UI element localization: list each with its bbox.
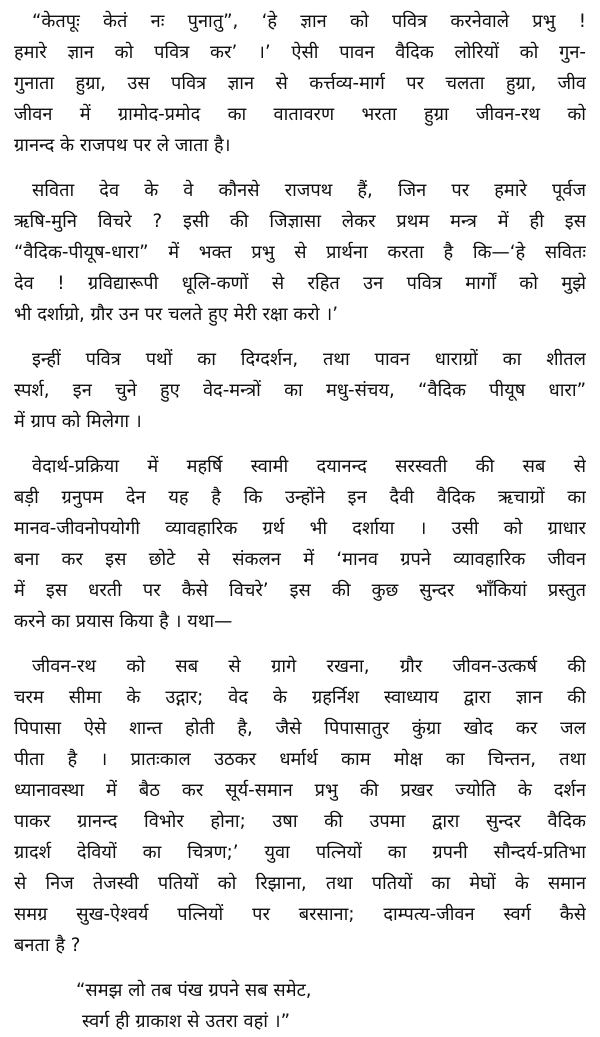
paragraph-4 [14, 451, 586, 637]
text-line: सविता देव के वे कौनसे राजपथ हैं, जिन पर हमारे पूर्वज [32, 180, 586, 201]
text-line: स्पर्श, इन चुने हुए वेद-मन्त्रों का मधु-संचय, “वैदिक पीयूष धारा” [14, 380, 586, 401]
text-line: करने का प्रयास किया है । यथा— [14, 611, 233, 632]
paragraph-5 [14, 651, 586, 961]
paragraph-2 [14, 175, 586, 330]
text-line: ध्यानावस्था में बैठ कर सूर्य-समान प्रभु की प्रखर ज्योति के दर्शन [14, 780, 586, 801]
text-line: पाकर ग्रानन्द विभोर होना; उषा की उपमा द्वारा सुन्दर वैदिक [14, 811, 586, 832]
text-line: समग्र सुख-ऐश्वर्य पत्नियों पर बरसाना; दाम्पत्य-जीवन स्वर्ग कैसे [14, 904, 586, 925]
text-line: चरम सीमा के उद्गार; वेद के ग्रहर्निश स्वाध्याय द्वारा ज्ञान की [14, 687, 586, 708]
text-line: देव ! ग्रविद्यारूपी धूलि-कणों से रहित उन पवित्र मार्गों को मुझे [14, 273, 586, 294]
text-line: बड़ी ग्रनुपम देन यह है कि उन्होंने इन दैवी वैदिक ऋचाग्रों का [14, 487, 586, 508]
text-line: पीता है । प्रातःकाल उठकर धर्मार्थ काम मोक्ष का चिन्तन, तथा [14, 749, 586, 770]
text-line: “केतपूः केतं नः पुनातु”, ‘हे ज्ञान को पवित्र करनेवाले प्रभु ! [32, 11, 586, 32]
text-line: ग्रादर्श देवियों का चित्रण;’ युवा पत्नियों का ग्रपनी सौन्दर्य-प्रतिभा [14, 842, 586, 863]
text-line: वेदार्थ-प्रक्रिया में महर्षि स्वामी दयानन्द सरस्वती की सब से [32, 456, 586, 477]
text-line: मानव-जीवनोपयोगी व्यावहारिक ग्रर्थ भी दर्शाया । उसी को ग्राधार [14, 518, 586, 539]
text-line: भी दर्शाग्रो, ग्रौर उन पर चलते हुए मेरी रक्षा करो ।’ [14, 304, 339, 325]
verse-quote [14, 975, 586, 1037]
text-line: गुनाता हुग्रा, उस पवित्र ज्ञान से कर्त्तव्य-मार्ग पर चलता हुग्रा, जीव [14, 73, 586, 94]
text-line: जीवन-रथ को सब से ग्रागे रखना, ग्रौर जीवन-उत्कर्ष की [32, 656, 586, 677]
text-line: इन्हीं पवित्र पथों का दिग्दर्शन, तथा पावन धाराग्रों का शीतल [32, 349, 586, 370]
text-line: पिपासा ऐसे शान्त होती है, जैसे पिपासातुर कुंग्रा खोद कर जल [14, 718, 586, 739]
text-line: में ग्राप को मिलेगा । [14, 411, 142, 432]
paragraph-1 [14, 6, 586, 161]
paragraph-3 [14, 344, 586, 437]
text-line: ऋषि-मुनि विचरे ? इसी की जिज्ञासा लेकर प्रथम मन्त्र में ही इस [14, 211, 586, 232]
text-line: ग्रानन्द के राजपथ पर ले जाता है। [14, 135, 231, 156]
text-line: में इस धरती पर कैसे विचरे’ इस की कुछ सुन्दर भाँकियां प्रस्तुत [14, 580, 586, 601]
verse-line: स्वर्ग ही ग्राकाश से उतरा वहां ।” [82, 1011, 291, 1032]
text-line: बनता है ? [14, 935, 81, 956]
text-line: “वैदिक-पीयूष-धारा” में भक्त प्रभु से प्रार्थना करता है कि—‘हे सवितः [14, 242, 586, 263]
text-line: जीवन में ग्रामोद-प्रमोद का वातावरण भरता हुग्रा जीवन-रथ को [14, 104, 586, 125]
text-line: हमारे ज्ञान को पवित्र कर’ ।’ ऐसी पावन वैदिक लोरियों को गुन- [14, 42, 586, 63]
text-line: से निज तेजस्वी पतियों को रिझाना, तथा पतियों का मेघों के समान [14, 873, 586, 894]
verse-line: “समझ लो तब पंख ग्रपने सब समेट, [76, 980, 312, 1001]
text-line: बना कर इस छोटे से संकलन में ‘मानव ग्रपने व्यावहारिक जीवन [14, 549, 586, 570]
